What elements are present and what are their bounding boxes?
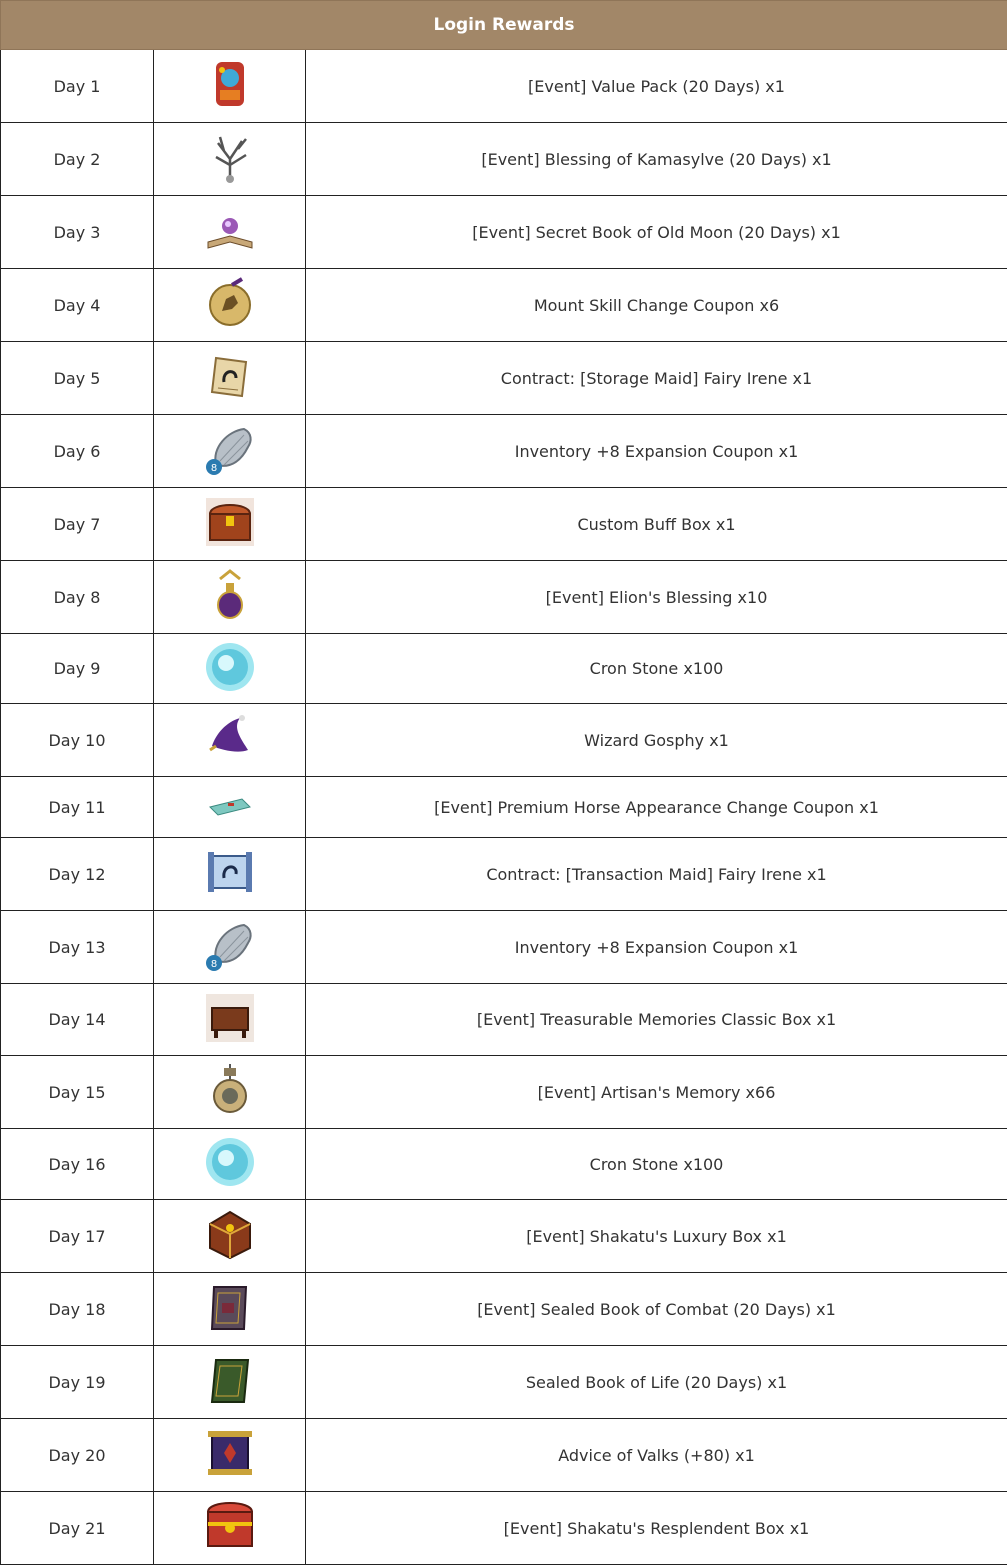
table-row	[1, 561, 1007, 634]
reward-icon-cell	[154, 777, 306, 838]
day-label: Day 17	[1, 1200, 154, 1273]
blue-scroll-icon	[202, 844, 258, 900]
reward-name: Cron Stone x100	[306, 634, 1007, 704]
valks-scroll-icon	[202, 1425, 258, 1481]
life-book-icon	[202, 1352, 258, 1408]
day-label: Day 9	[1, 634, 154, 704]
day-label: Day 4	[1, 269, 154, 342]
table-row	[1, 1056, 1007, 1129]
table-row	[1, 1200, 1007, 1273]
table-row	[1, 488, 1007, 561]
day-label: Day 12	[1, 838, 154, 911]
day-label: Day 20	[1, 1419, 154, 1492]
day-label: Day 2	[1, 123, 154, 196]
reward-icon-cell	[154, 415, 306, 488]
svg-text:8: 8	[210, 959, 216, 970]
open-book-orb-icon	[202, 202, 258, 258]
reward-name: Mount Skill Change Coupon x6	[306, 269, 1007, 342]
reward-name: [Event] Premium Horse Appearance Change Coupon x1	[306, 777, 1007, 838]
day-label: Day 16	[1, 1129, 154, 1200]
combat-book-icon	[202, 1279, 258, 1335]
potion-bottle-icon	[202, 567, 258, 623]
reward-icon-cell	[154, 634, 306, 704]
reward-name: [Event] Blessing of Kamasylve (20 Days) x1	[306, 123, 1007, 196]
reward-name: [Event] Elion's Blessing x10	[306, 561, 1007, 634]
day-label: Day 14	[1, 984, 154, 1056]
reward-name: Sealed Book of Life (20 Days) x1	[306, 1346, 1007, 1419]
wizard-hat-icon	[202, 710, 258, 766]
treasure-chest-icon	[202, 494, 258, 550]
inventory-bag-icon	[202, 421, 258, 477]
reward-icon-cell	[154, 561, 306, 634]
reward-icon-cell	[154, 123, 306, 196]
reward-name: [Event] Sealed Book of Combat (20 Days) x1	[306, 1273, 1007, 1346]
day-label: Day 1	[1, 50, 154, 123]
table-row	[1, 50, 1007, 123]
reward-icon-cell	[154, 196, 306, 269]
header-row	[1, 1, 1007, 50]
table-row	[1, 196, 1007, 269]
reward-icon-cell	[154, 50, 306, 123]
reward-name: Cron Stone x100	[306, 1129, 1007, 1200]
table-row	[1, 415, 1007, 488]
reward-name: Contract: [Storage Maid] Fairy Irene x1	[306, 342, 1007, 415]
reward-name: Custom Buff Box x1	[306, 488, 1007, 561]
table-row	[1, 911, 1007, 984]
table-row	[1, 1419, 1007, 1492]
cron-stone-icon	[202, 639, 258, 695]
table-row	[1, 123, 1007, 196]
resplendent-box-icon	[202, 1498, 258, 1554]
reward-icon-cell	[154, 488, 306, 561]
reward-icon-cell	[154, 911, 306, 984]
table-row	[1, 777, 1007, 838]
day-label: Day 13	[1, 911, 154, 984]
day-label: Day 8	[1, 561, 154, 634]
table-row	[1, 1273, 1007, 1346]
day-label: Day 18	[1, 1273, 154, 1346]
svg-text:8: 8	[210, 463, 216, 474]
table-row	[1, 342, 1007, 415]
day-label: Day 15	[1, 1056, 154, 1129]
reward-name: Inventory +8 Expansion Coupon x1	[306, 911, 1007, 984]
artisan-pendant-icon	[202, 1062, 258, 1118]
cron-stone-icon	[202, 1134, 258, 1190]
table-row	[1, 984, 1007, 1056]
reward-name: [Event] Treasurable Memories Classic Box x1	[306, 984, 1007, 1056]
table-row	[1, 634, 1007, 704]
day-label: Day 19	[1, 1346, 154, 1419]
reward-icon-cell	[154, 269, 306, 342]
table-row	[1, 269, 1007, 342]
table-row	[1, 1129, 1007, 1200]
reward-name: [Event] Shakatu's Luxury Box x1	[306, 1200, 1007, 1273]
table-row	[1, 1346, 1007, 1419]
day-label: Day 11	[1, 777, 154, 838]
value-pack-icon	[202, 56, 258, 112]
reward-icon-cell	[154, 1056, 306, 1129]
reward-name: Inventory +8 Expansion Coupon x1	[306, 415, 1007, 488]
day-label: Day 10	[1, 704, 154, 777]
horse-coin-icon	[202, 275, 258, 331]
inventory-bag-icon	[202, 917, 258, 973]
day-label: Day 7	[1, 488, 154, 561]
reward-name: [Event] Value Pack (20 Days) x1	[306, 50, 1007, 123]
day-label: Day 6	[1, 415, 154, 488]
reward-name: Wizard Gosphy x1	[306, 704, 1007, 777]
reward-icon-cell	[154, 838, 306, 911]
table-body	[1, 50, 1007, 1565]
table-row	[1, 838, 1007, 911]
classic-box-icon	[202, 990, 258, 1046]
reward-icon-cell	[154, 1273, 306, 1346]
reward-icon-cell	[154, 984, 306, 1056]
reward-name: Advice of Valks (+80) x1	[306, 1419, 1007, 1492]
day-label: Day 3	[1, 196, 154, 269]
reward-name: [Event] Shakatu's Resplendent Box x1	[306, 1492, 1007, 1565]
reward-name: [Event] Secret Book of Old Moon (20 Days) x1	[306, 196, 1007, 269]
reward-icon-cell	[154, 1419, 306, 1492]
contract-scroll-icon	[202, 348, 258, 404]
reward-icon-cell	[154, 1129, 306, 1200]
reward-icon-cell	[154, 704, 306, 777]
reward-icon-cell	[154, 1492, 306, 1565]
reward-icon-cell	[154, 342, 306, 415]
table-title: Login Rewards	[1, 1, 1007, 50]
day-label: Day 21	[1, 1492, 154, 1565]
luxury-box-icon	[202, 1206, 258, 1262]
reward-icon-cell	[154, 1346, 306, 1419]
tree-blessing-icon	[202, 129, 258, 185]
reward-icon-cell	[154, 1200, 306, 1273]
reward-name: [Event] Artisan's Memory x66	[306, 1056, 1007, 1129]
coupon-card-icon	[202, 777, 258, 833]
reward-name: Contract: [Transaction Maid] Fairy Irene x1	[306, 838, 1007, 911]
day-label: Day 5	[1, 342, 154, 415]
table-row	[1, 704, 1007, 777]
table-row	[1, 1492, 1007, 1565]
